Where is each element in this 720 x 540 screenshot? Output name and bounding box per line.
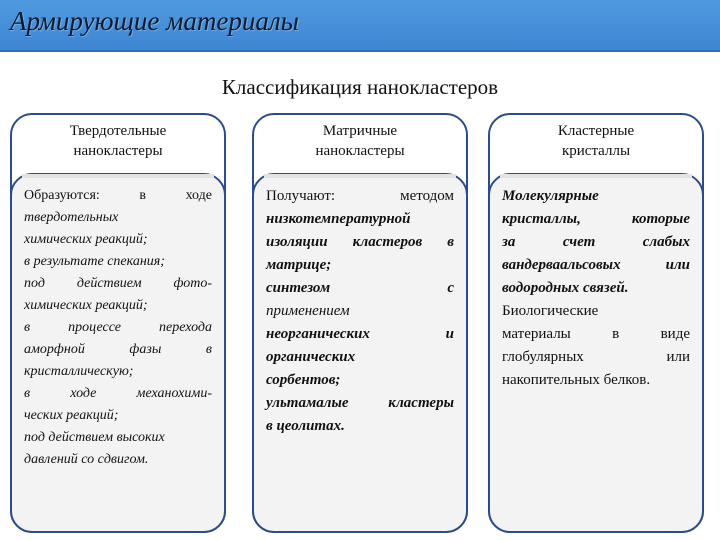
text-line: в результате спекания;	[24, 254, 165, 269]
text-line: изоляции кластеров в	[266, 234, 454, 250]
text-line: химических реакций;	[24, 232, 148, 247]
text-line: давлений со сдвигом.	[24, 452, 149, 467]
text-line: ческих реакций;	[24, 408, 119, 423]
column-heading-line-1: Кластерные	[557, 123, 635, 139]
text-line: Молекулярные	[502, 188, 599, 204]
column-heading	[12, 115, 224, 171]
column-heading-line-1: Матричные	[322, 123, 398, 139]
column-heading	[254, 115, 466, 171]
classification-title: Классификация нанокластеров	[221, 75, 499, 99]
text-line: Биологические	[502, 303, 599, 319]
column-text	[24, 185, 212, 471]
column-cluster-crystals	[488, 113, 704, 533]
text-line-content: Образуются: в ходе	[24, 188, 212, 203]
column-heading-line-2: кристаллы	[561, 143, 631, 159]
column-solid-state-nanoclusters	[10, 113, 226, 533]
text-line: органических	[266, 349, 356, 365]
text-line: материалы в виде	[502, 326, 690, 342]
text-line: под действием фото-	[24, 276, 212, 291]
text-line: матрице;	[266, 257, 332, 273]
text-line: в ходе механохими-	[24, 386, 212, 401]
text-line: в цеолитах.	[266, 418, 345, 434]
column-body	[488, 173, 704, 533]
text-line: под действием высоких	[24, 430, 165, 445]
text-line: ультамалые кластеры	[266, 395, 454, 411]
slide-title: Армирующие материалы	[10, 6, 299, 36]
text-line: неорганических и	[266, 326, 454, 342]
text-line: синтезом с	[266, 280, 454, 296]
text-line: кристаллы, которые	[502, 211, 690, 227]
column-heading-line-1: Твердотельные	[69, 123, 167, 139]
column-body	[252, 173, 468, 533]
text-line: за счет слабых	[502, 234, 690, 250]
text-line: в процессе перехода	[24, 320, 212, 335]
text-line: аморфной фазы в	[24, 342, 212, 357]
column-heading	[490, 115, 702, 171]
text-line: химических реакций;	[24, 298, 148, 313]
column-body	[10, 173, 226, 533]
text-line: водородных связей.	[502, 280, 629, 296]
text-line: Получают: методом	[266, 188, 454, 204]
text-line: глобулярных или	[502, 349, 690, 365]
text-line: вандерваальсовых или	[502, 257, 690, 273]
text-line: низкотемпературной	[266, 211, 411, 227]
text-line: сорбентов;	[266, 372, 341, 388]
column-text	[266, 185, 454, 438]
text-line	[24, 185, 212, 207]
text-line: кристаллическую;	[24, 364, 134, 379]
column-text	[502, 185, 690, 392]
column-heading-line-2: нанокластеры	[73, 143, 163, 159]
column-matrix-nanoclusters	[252, 113, 468, 533]
text-line: применением	[266, 303, 350, 319]
column-heading-line-2: нанокластеры	[315, 143, 405, 159]
text-line: накопительных белков.	[502, 372, 651, 388]
header-bar	[0, 0, 720, 52]
text-line: твердотельных	[24, 210, 119, 225]
